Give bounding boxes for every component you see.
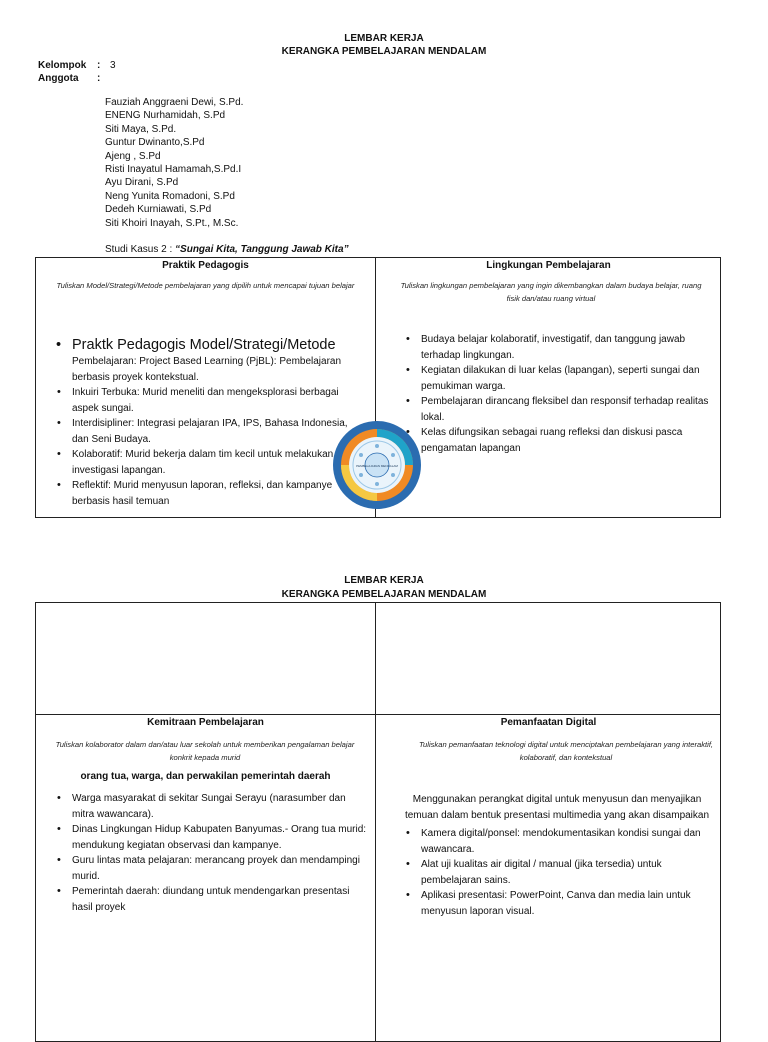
lingkungan-bullet-list [404, 332, 710, 456]
kemitraan-bullet: • Dinas Lingkungan Hidup Kabupaten Banyumas.- Orang tua murid: mendukung kegiatan observasi dan kampanye. [55, 822, 367, 853]
pemanfaatan-digital-heading: Pemanfaatan Digital [500, 717, 597, 728]
member-item: Neng Yunita Romadoni, S.Pd [105, 190, 235, 202]
kelompok-label: Kelompok [38, 60, 87, 71]
praktik-main-bullet-continuation: Pembelajaran: Project Based Learning (PjBL): Pembelajaran berbasis proyek kontekstual. [72, 356, 342, 383]
lingkungan-bullet: • Kegiatan dilakukan di luar kelas (lapangan), seperti sungai dan pemukiman warga. [404, 363, 710, 394]
diagram-center-label: PEMBELAJARAN MENDALAM [356, 464, 398, 468]
praktik-pedagogis-content [55, 336, 365, 509]
member-item: Dedeh Kurniawati, S.Pd [105, 204, 212, 216]
case-study-line [105, 244, 349, 255]
member-item: Ayu Dirani, S.Pd [105, 177, 179, 189]
lingkungan-pembelajaran-heading: Lingkungan Pembelajaran [486, 260, 611, 271]
member-item: Ajeng , S.Pd [105, 150, 161, 162]
sheet2-column-divider [375, 602, 376, 1042]
praktik-bullet: • Reflektif: Murid menyusun laporan, refleksi, dan kampanye berbasis hasil temuan [55, 478, 365, 509]
member-item: Fauziah Anggraeni Dewi, S.Pd. [105, 97, 244, 108]
lingkungan-bullet: • Budaya belajar kolaboratif, investigatif, dan tanggung jawab terhadap lingkungan. [404, 332, 710, 363]
praktik-main-bullet: • Praktk Pedagogis Model/Strategi/Metode [55, 336, 365, 354]
member-list [105, 96, 243, 230]
pemanfaatan-digital-hint: Tuliskan pemanfaatan teknologi digital untuk menciptakan pembelajaran yang interaktif, kolaboratif, dan kontekstual [418, 740, 714, 762]
diagram-dot [359, 453, 363, 457]
lingkungan-pembelajaran-hint: Tuliskan lingkungan pembelajaran yang ingin dikembangkan dalam budaya belajar, ruang fisik dan/atau ruang virtual [400, 281, 702, 303]
praktik-bullet: • Inkuiri Terbuka: Murid meneliti dan mengeksplorasi berbagai aspek sungai. [55, 385, 365, 416]
pemanfaatan-bullet: • Kamera digital/ponsel: mendokumentasikan kondisi sungai dan wawancara. [404, 826, 710, 857]
sheet2-subtitle: KERANGKA PEMBELAJARAN MENDALAM [281, 589, 487, 600]
kemitraan-bullet-list [55, 791, 367, 915]
member-item: Risti Inayatul Hamamah,S.Pd.I [105, 164, 242, 176]
diagram-dot [391, 453, 395, 457]
kemitraan-bullet: • Warga masyarakat di sekitar Sungai Serayu (narasumber dan mitra wawancara). [55, 791, 367, 822]
sheet1-subtitle: KERANGKA PEMBELAJARAN MENDALAM [281, 46, 487, 57]
lingkungan-bullet: • Kelas difungsikan sebagai ruang refleksi dan diskusi pasca pengamatan lapangan [404, 425, 710, 456]
lingkungan-bullet: • Pembelajaran dirancang fleksibel dan responsif terhadap realitas lokal. [404, 394, 710, 425]
kelompok-sep: : [97, 60, 101, 71]
diagram-dot [359, 473, 363, 477]
pemanfaatan-bullet: • Alat uji kualitas air digital / manual (jika tersedia) untuk pembelajaran sains. [404, 857, 710, 888]
kelompok-value: 3 [110, 60, 116, 71]
praktik-bullet: • Kolaboratif: Murid bekerja dalam tim kecil untuk melakukan investigasi lapangan. [55, 447, 365, 478]
diagram-dot [391, 473, 395, 477]
praktik-bullet-list [55, 385, 365, 509]
anggota-label: Anggota [38, 73, 79, 84]
case-study-label: Studi Kasus 2 : [105, 244, 173, 255]
kemitraan-bullet: • Guru lintas mata pelajaran: merancang proyek dan mendampingi murid. [55, 853, 367, 884]
member-item: ENENG Nurhamidah, S.Pd [105, 110, 226, 122]
diagram-dot [375, 444, 379, 448]
praktik-pedagogis-heading: Praktik Pedagogis [162, 260, 249, 271]
sheet2-row-divider [35, 714, 721, 715]
pemanfaatan-bullet: • Aplikasi presentasi: PowerPoint, Canva dan media lain untuk menyusun laporan visual. [404, 888, 710, 919]
anggota-sep: : [97, 73, 101, 84]
diagram-dot [375, 482, 379, 486]
sheet2-title: LEMBAR KERJA [344, 575, 424, 586]
pemanfaatan-digital-intro: Menggunakan perangkat digital untuk menyusun dan menyajikan temuan dalam bentuk presentasi multimedia yang akan disampaikan [404, 794, 710, 821]
kemitraan-subheading: orang tua, warga, dan perwakilan pemerintah daerah [80, 771, 331, 782]
case-study-title: “Sungai Kita, Tanggung Jawab Kita” [175, 244, 349, 255]
member-item: Guntur Dwinanto,S.Pd [105, 137, 205, 149]
member-item: Siti Maya, S.Pd. [105, 123, 177, 135]
pemanfaatan-bullet-list [404, 826, 710, 919]
sheet1-title: LEMBAR KERJA [344, 33, 424, 44]
praktik-bullet: • Interdisipliner: Integrasi pelajaran IPA, IPS, Bahasa Indonesia, dan Seni Budaya. [55, 416, 365, 447]
member-item: Siti Khoiri Inayah, S.Pt., M.Sc. [105, 217, 239, 229]
praktik-pedagogis-hint: Tuliskan Model/Strategi/Metode pembelajaran yang dipilih untuk mencapai tujuan belajar [56, 281, 355, 290]
kemitraan-heading: Kemitraan Pembelajaran [147, 717, 264, 728]
kemitraan-bullet: • Pemerintah daerah: diundang untuk mendengarkan presentasi hasil proyek [55, 884, 367, 915]
kemitraan-hint: Tuliskan kolaborator dalam dan/atau luar sekolah untuk memberikan pengalaman belajar konkrit kepada murid [55, 740, 355, 762]
